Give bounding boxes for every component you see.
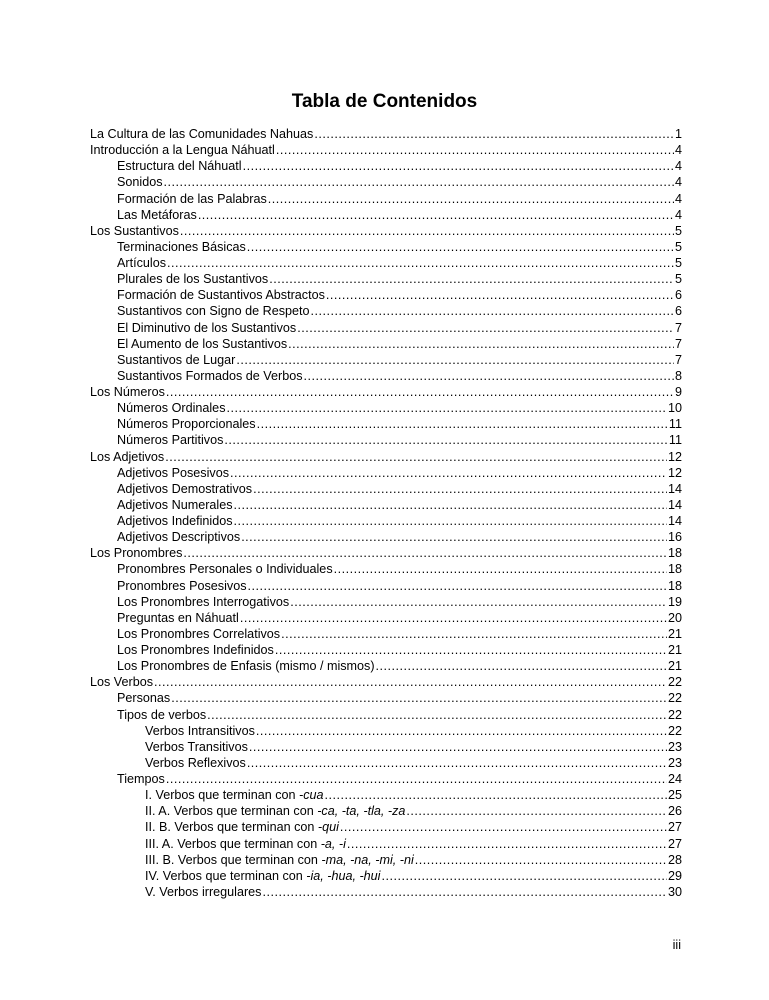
toc-entry-page: 19	[667, 594, 682, 609]
toc-entry[interactable]	[90, 658, 682, 674]
toc-entry[interactable]	[90, 707, 682, 723]
toc-entry-title-text: Formación de Sustantivos Abstractos	[117, 288, 325, 303]
toc-entry[interactable]	[90, 513, 682, 529]
table-of-contents	[90, 126, 682, 900]
toc-dot-leader	[236, 352, 674, 368]
toc-entry-title	[117, 642, 274, 658]
toc-entry-page: 7	[674, 336, 682, 351]
toc-entry[interactable]	[90, 126, 682, 142]
toc-dot-leader	[268, 191, 674, 207]
toc-dot-leader	[241, 529, 667, 545]
toc-entry-title-text: Adjetivos Posesivos	[117, 465, 229, 480]
toc-dot-leader	[340, 819, 667, 835]
toc-entry-title-suffix: -ca, -ta, -tla, -za	[317, 804, 406, 819]
toc-entry-title	[117, 529, 240, 545]
toc-entry-page: 18	[667, 562, 682, 577]
toc-dot-leader	[406, 803, 667, 819]
toc-dot-leader	[249, 739, 667, 755]
toc-entry-page: 5	[674, 272, 682, 287]
toc-entry[interactable]	[90, 787, 682, 803]
toc-entry-title-text: III. A. Verbos que terminan con	[145, 836, 321, 851]
toc-entry[interactable]	[90, 174, 682, 190]
toc-entry-title-suffix: -a, -i	[320, 836, 346, 851]
toc-entry[interactable]	[90, 610, 682, 626]
toc-entry-title-text: Formación de las Palabras	[117, 191, 267, 206]
toc-dot-leader	[183, 545, 667, 561]
toc-entry-title	[90, 674, 153, 690]
toc-entry-title-text: El Diminutivo de los Sustantivos	[117, 320, 297, 335]
toc-entry-title-text: Tipos de verbos	[117, 707, 207, 722]
toc-entry-title	[117, 207, 197, 223]
toc-dot-leader	[325, 787, 667, 803]
toc-entry-page: 22	[667, 707, 682, 722]
toc-entry-title	[145, 803, 405, 819]
toc-entry-page: 6	[674, 288, 682, 303]
toc-dot-leader	[207, 707, 667, 723]
toc-entry-page: 16	[667, 530, 682, 545]
toc-dot-leader	[180, 223, 674, 239]
toc-entry-title-text: Los Pronombres	[90, 546, 183, 561]
toc-dot-leader	[243, 158, 674, 174]
toc-dot-leader	[167, 255, 674, 271]
toc-entry-title-suffix: -cua	[299, 788, 324, 803]
toc-entry-title-text: Los Pronombres Indefinidos	[117, 643, 274, 657]
toc-entry-page: 21	[667, 643, 682, 657]
toc-dot-leader	[154, 674, 667, 690]
toc-entry[interactable]	[90, 674, 682, 690]
toc-entry-title	[117, 513, 233, 529]
toc-entry-title	[117, 368, 303, 384]
toc-entry-page: 24	[667, 772, 682, 786]
toc-entry-page: 4	[674, 175, 682, 190]
toc-entry-page: 11	[668, 433, 682, 448]
toc-entry-page: 27	[667, 836, 682, 851]
toc-entry-title-text: Sustantivos de Lugar	[117, 352, 236, 367]
toc-dot-leader	[257, 416, 668, 432]
toc-dot-leader	[166, 771, 667, 787]
toc-entry-title	[90, 126, 313, 142]
toc-dot-leader	[256, 723, 667, 739]
toc-entry-title	[145, 868, 380, 884]
toc-entry[interactable]	[90, 287, 682, 303]
toc-entry-title	[117, 658, 375, 674]
toc-entry-page: 21	[667, 659, 682, 674]
toc-entry[interactable]	[90, 207, 682, 223]
toc-entry-page: 5	[674, 256, 682, 270]
toc-entry-title-text: Adjetivos Descriptivos	[117, 530, 241, 545]
toc-entry-page: 23	[667, 739, 682, 754]
toc-entry-title	[117, 271, 268, 287]
toc-dot-leader	[415, 852, 667, 868]
toc-dot-leader	[275, 642, 667, 658]
toc-entry-title-text: Números Partitivos	[117, 433, 224, 448]
toc-entry-page: 10	[667, 401, 682, 416]
toc-dot-leader	[288, 336, 674, 352]
toc-entry[interactable]	[90, 626, 682, 642]
toc-dot-leader	[269, 271, 674, 287]
toc-dot-leader	[290, 594, 667, 610]
toc-entry[interactable]	[90, 561, 682, 577]
toc-entry-title-text: Los Adjetivos	[90, 449, 165, 464]
toc-entry[interactable]	[90, 223, 682, 239]
toc-dot-leader	[234, 513, 667, 529]
toc-entry-page: 7	[674, 320, 682, 335]
toc-dot-leader	[165, 449, 667, 465]
toc-entry-page: 5	[674, 239, 682, 254]
toc-dot-leader	[381, 868, 667, 884]
toc-entry-page: 7	[674, 352, 682, 367]
toc-entry-title-text: Verbos Transitivos	[145, 739, 248, 754]
toc-entry[interactable]	[90, 320, 682, 336]
toc-entry-title	[90, 449, 164, 465]
toc-entry[interactable]	[90, 416, 682, 432]
toc-entry-page: 26	[667, 804, 682, 819]
toc-entry[interactable]	[90, 690, 682, 706]
toc-entry[interactable]	[90, 400, 682, 416]
toc-dot-leader	[347, 836, 667, 852]
toc-dot-leader	[247, 755, 667, 771]
toc-entry-title	[117, 303, 310, 319]
toc-dot-leader	[198, 207, 674, 223]
toc-entry-page: 25	[667, 788, 682, 803]
toc-entry[interactable]	[90, 336, 682, 352]
toc-entry-title-text: II. A. Verbos que terminan con	[145, 804, 318, 819]
toc-entry-title-text: Terminaciones Básicas	[117, 239, 246, 254]
toc-dot-leader	[171, 690, 667, 706]
toc-entry-title-text: Estructura del Náhuatl	[117, 159, 242, 174]
toc-entry-title	[117, 707, 206, 723]
toc-entry[interactable]	[90, 884, 682, 900]
toc-entry-title-text: Los Pronombres Interrogativos	[117, 594, 290, 609]
toc-entry-page: 22	[667, 675, 682, 690]
toc-entry[interactable]	[90, 739, 682, 755]
toc-entry-page: 14	[667, 481, 682, 496]
toc-dot-leader	[164, 174, 674, 190]
toc-entry-page: 18	[667, 546, 682, 561]
toc-entry-title	[90, 384, 165, 400]
toc-entry-title-text: Números Ordinales	[117, 401, 226, 416]
toc-entry[interactable]	[90, 755, 682, 771]
toc-entry-title	[117, 174, 163, 190]
toc-entry-page: 18	[667, 578, 682, 593]
toc-entry-page: 9	[674, 385, 682, 399]
toc-entry[interactable]	[90, 497, 682, 513]
toc-entry-page: 12	[667, 465, 682, 480]
toc-entry-page: 30	[667, 884, 682, 899]
toc-entry[interactable]	[90, 545, 682, 561]
toc-entry-title-text: I. Verbos que terminan con	[145, 788, 300, 803]
toc-entry-title	[117, 239, 246, 255]
toc-entry-title-suffix: -ma, -na, -mi, -ni	[321, 852, 414, 867]
toc-entry-title-text: Sustantivos con Signo de Respeto	[117, 304, 310, 319]
toc-entry-title-text: Los Verbos	[90, 675, 154, 690]
toc-dot-leader	[253, 481, 667, 497]
toc-entry-title-text: Adjetivos Demostrativos	[117, 481, 253, 496]
toc-dot-leader	[247, 239, 674, 255]
toc-entry-title-text: IV. Verbos que terminan con	[145, 868, 307, 883]
toc-dot-leader	[166, 384, 674, 400]
toc-entry-title	[117, 158, 242, 174]
page-number: iii	[672, 938, 681, 952]
toc-entry-title-text: Las Metáforas	[117, 207, 197, 222]
toc-entry-title	[145, 787, 324, 803]
toc-entry[interactable]	[90, 142, 682, 158]
toc-dot-leader	[314, 126, 674, 142]
toc-dot-leader	[240, 610, 667, 626]
toc-entry-title	[117, 255, 166, 271]
toc-entry-page: 4	[674, 143, 682, 158]
toc-entry-title-text: II. B. Verbos que terminan con	[145, 820, 318, 835]
toc-entry-title-text: V. Verbos irregulares	[145, 884, 262, 899]
toc-entry-title	[117, 497, 233, 513]
toc-dot-leader	[248, 578, 667, 594]
toc-entry-title	[117, 465, 229, 481]
toc-entry-page: 8	[674, 368, 682, 383]
toc-entry-title-text: Pronombres Personales o Individuales	[117, 562, 333, 577]
toc-dot-leader	[234, 497, 667, 513]
toc-dot-leader	[376, 658, 667, 674]
toc-entry-page: 14	[667, 497, 682, 512]
toc-entry-title	[145, 852, 414, 868]
toc-entry-title-text: Los Números	[90, 385, 165, 399]
toc-entry[interactable]	[90, 578, 682, 594]
toc-entry-title-text: Plurales de los Sustantivos	[117, 272, 269, 287]
toc-entry[interactable]	[90, 239, 682, 255]
toc-entry[interactable]	[90, 368, 682, 384]
toc-dot-leader	[311, 303, 674, 319]
toc-entry[interactable]	[90, 432, 682, 448]
toc-entry-title	[117, 481, 252, 497]
toc-entry-title-text: Artículos	[117, 256, 166, 270]
toc-entry-page: 11	[668, 417, 682, 432]
toc-entry[interactable]	[90, 191, 682, 207]
toc-entry-page: 23	[667, 755, 682, 770]
toc-dot-leader	[262, 884, 667, 900]
toc-entry-title-suffix: -ia, -hua, -hui	[306, 868, 381, 883]
page-title: Tabla de Contenidos	[291, 91, 478, 112]
toc-entry-page: 4	[674, 207, 682, 222]
toc-entry-title-text: Tiempos	[117, 772, 165, 786]
toc-entry-title-text: Los Pronombres Correlativos	[117, 626, 281, 641]
toc-entry[interactable]	[90, 481, 682, 497]
toc-entry[interactable]	[90, 158, 682, 174]
toc-entry-title-text: Números Proporcionales	[117, 417, 256, 432]
toc-entry-title	[117, 690, 170, 706]
toc-entry-page: 29	[667, 868, 682, 883]
toc-entry-title-text: Preguntas en Náhuatl	[117, 610, 239, 625]
toc-entry-title-text: La Cultura de las Comunidades Nahuas	[90, 127, 314, 141]
toc-entry-page: 28	[667, 852, 682, 867]
toc-entry-title-suffix: -qui	[317, 820, 339, 835]
toc-entry[interactable]	[90, 303, 682, 319]
toc-entry[interactable]	[90, 852, 682, 868]
toc-entry[interactable]	[90, 819, 682, 835]
toc-entry[interactable]	[90, 271, 682, 287]
toc-dot-leader	[304, 368, 674, 384]
toc-entry-title	[145, 723, 255, 739]
toc-entry-title-text: Los Pronombres de Enfasis (mismo / mismos)	[117, 659, 375, 674]
toc-entry-page: 27	[667, 820, 682, 835]
toc-entry-title	[117, 626, 280, 642]
toc-entry-title	[145, 755, 246, 771]
toc-entry-title-text: Verbos Intransitivos	[145, 723, 255, 738]
toc-dot-leader	[326, 287, 674, 303]
toc-entry-title	[117, 191, 267, 207]
toc-entry-title-text: Sonidos	[117, 175, 163, 190]
toc-entry-title-text: Introducción a la Lengua Náhuatl	[90, 143, 275, 158]
toc-entry-title	[117, 352, 235, 368]
toc-dot-leader	[224, 432, 668, 448]
toc-entry-title-text: III. B. Verbos que terminan con	[145, 852, 322, 867]
toc-entry-title	[117, 561, 333, 577]
toc-entry-title	[117, 416, 256, 432]
toc-entry-page: 4	[674, 191, 682, 206]
toc-entry-title	[117, 400, 226, 416]
toc-entry-page: 22	[667, 723, 682, 738]
toc-entry-title	[117, 610, 239, 626]
toc-dot-leader	[334, 561, 667, 577]
toc-dot-leader	[297, 320, 674, 336]
toc-entry-title	[117, 771, 165, 787]
toc-entry-page: 22	[667, 691, 682, 706]
toc-dot-leader	[227, 400, 667, 416]
toc-dot-leader	[276, 142, 674, 158]
toc-entry[interactable]	[90, 255, 682, 271]
toc-entry[interactable]	[90, 384, 682, 400]
toc-entry-page: 21	[667, 626, 682, 641]
toc-entry[interactable]	[90, 594, 682, 610]
toc-entry-page: 12	[667, 449, 682, 464]
toc-entry-title	[117, 594, 289, 610]
toc-entry[interactable]	[90, 771, 682, 787]
toc-entry[interactable]	[90, 529, 682, 545]
toc-entry-title	[90, 223, 179, 239]
toc-entry[interactable]	[90, 352, 682, 368]
toc-entry[interactable]	[90, 465, 682, 481]
toc-entry-title	[145, 836, 346, 852]
toc-entry-page: 1	[674, 127, 682, 141]
toc-dot-leader	[281, 626, 667, 642]
toc-entry-title-text: El Aumento de los Sustantivos	[117, 336, 288, 351]
toc-entry-title-text: Adjetivos Indefinidos	[117, 514, 233, 528]
toc-entry-title	[90, 545, 182, 561]
toc-entry-page: 5	[674, 223, 682, 238]
toc-entry-title-text: Verbos Reflexivos	[145, 755, 246, 770]
toc-entry-page: 14	[667, 514, 682, 528]
toc-entry[interactable]	[90, 449, 682, 465]
toc-entry-title	[117, 336, 287, 352]
toc-entry-page: 20	[667, 610, 682, 625]
toc-entry-title	[117, 578, 247, 594]
toc-entry-title	[117, 320, 296, 336]
toc-entry[interactable]	[90, 723, 682, 739]
toc-entry[interactable]	[90, 642, 682, 658]
toc-entry-title	[117, 287, 325, 303]
toc-entry-title-text: Los Sustantivos	[90, 223, 179, 238]
toc-entry-title	[117, 432, 223, 448]
toc-entry-title-text: Sustantivos Formados de Verbos	[117, 368, 303, 383]
toc-entry-title	[145, 884, 261, 900]
toc-entry[interactable]	[90, 803, 682, 819]
toc-entry[interactable]	[90, 836, 682, 852]
toc-entry-title-text: Adjetivos Numerales	[117, 497, 233, 512]
toc-entry-title	[90, 142, 275, 158]
toc-entry-title	[145, 739, 248, 755]
toc-entry-title	[145, 819, 339, 835]
toc-entry-page: 4	[674, 159, 682, 174]
toc-entry-title-text: Pronombres Posesivos	[117, 578, 247, 593]
toc-entry[interactable]	[90, 868, 682, 884]
toc-entry-title-text: Personas	[117, 691, 171, 706]
toc-dot-leader	[230, 465, 667, 481]
toc-entry-page: 6	[674, 304, 682, 319]
